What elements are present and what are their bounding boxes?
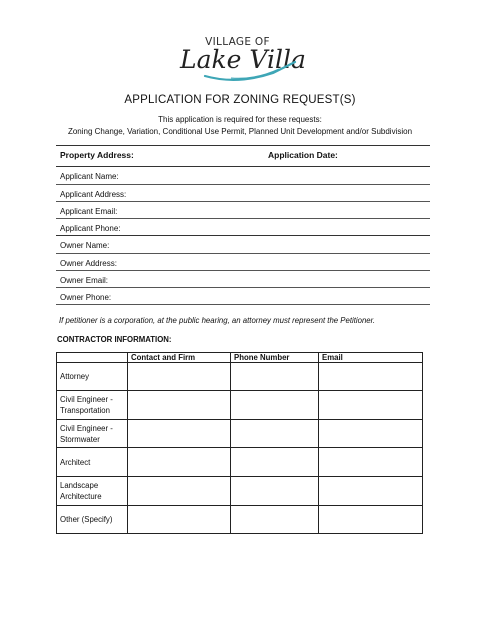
phone-cell[interactable] (231, 420, 319, 448)
page-title: APPLICATION FOR ZONING REQUEST(S) (124, 94, 356, 106)
field-line (56, 304, 430, 305)
row-label: Landscape Architecture (57, 477, 128, 506)
contractor-heading: CONTRACTOR INFORMATION: (57, 335, 172, 344)
phone-cell[interactable] (231, 391, 319, 420)
table-row (57, 448, 423, 477)
attorney-note: If petitioner is a corporation, at the public hearing, an attorney must represent the Petitioner. (59, 316, 376, 325)
row-label: Attorney (57, 363, 128, 391)
applicant-name-label: Applicant Name: (60, 172, 119, 181)
subtitle: This application is required for these requests: (158, 115, 322, 124)
contact-cell[interactable] (128, 477, 231, 506)
field-line (56, 253, 430, 254)
email-cell[interactable] (319, 506, 423, 534)
contact-cell[interactable] (128, 448, 231, 477)
field-line (56, 201, 430, 202)
logo-lake-villa: Lake Villa (180, 45, 306, 74)
applicant-address-label: Applicant Address: (60, 190, 127, 199)
application-date-label: Application Date: (268, 150, 338, 160)
email-cell[interactable] (319, 420, 423, 448)
contractor-table (56, 352, 423, 534)
phone-cell[interactable] (231, 477, 319, 506)
row-label: Civil Engineer - Transportation (57, 391, 128, 420)
column-header: Phone Number (231, 353, 319, 363)
logo-swoosh-icon (175, 36, 300, 86)
owner-address-label: Owner Address: (60, 259, 117, 268)
field-line (56, 218, 430, 219)
phone-cell[interactable] (231, 448, 319, 477)
owner-email-label: Owner Email: (60, 276, 109, 285)
table-header-row (57, 353, 423, 363)
row-label: Other (Specify) (57, 506, 128, 534)
row-label: Civil Engineer - Stormwater (57, 420, 128, 448)
applicant-email-label: Applicant Email: (60, 207, 118, 216)
email-cell[interactable] (319, 391, 423, 420)
phone-cell[interactable] (231, 363, 319, 391)
request-types: Zoning Change, Variation, Conditional Use Permit, Planned Unit Development and/or Subdivision (67, 127, 413, 136)
table-row (57, 477, 423, 506)
applicant-phone-label: Applicant Phone: (60, 224, 121, 233)
column-header (57, 353, 128, 363)
divider (56, 235, 430, 236)
divider (56, 145, 430, 146)
email-cell[interactable] (319, 363, 423, 391)
contact-cell[interactable] (128, 506, 231, 534)
field-line (56, 287, 430, 288)
column-header: Contact and Firm (128, 353, 231, 363)
village-logo (175, 36, 306, 86)
table-row (57, 420, 423, 448)
column-header: Email (319, 353, 423, 363)
contact-cell[interactable] (128, 363, 231, 391)
contact-cell[interactable] (128, 391, 231, 420)
email-cell[interactable] (319, 448, 423, 477)
property-address-label: Property Address: (60, 150, 134, 160)
field-line (56, 270, 430, 271)
table-row (57, 363, 423, 391)
divider (56, 166, 430, 167)
table-row (57, 391, 423, 420)
contact-cell[interactable] (128, 420, 231, 448)
logo-village-of: VILLAGE OF (205, 36, 270, 48)
phone-cell[interactable] (231, 506, 319, 534)
email-cell[interactable] (319, 477, 423, 506)
table-row (57, 506, 423, 534)
owner-phone-label: Owner Phone: (60, 293, 112, 302)
row-label: Architect (57, 448, 128, 477)
owner-name-label: Owner Name: (60, 241, 110, 250)
field-line (56, 184, 430, 185)
